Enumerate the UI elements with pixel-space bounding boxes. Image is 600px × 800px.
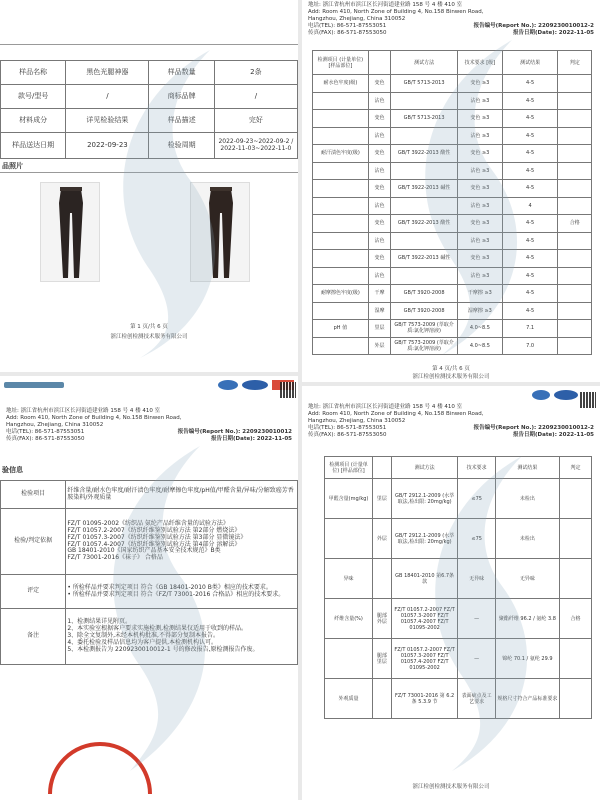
cell-req: —	[458, 639, 495, 679]
cell-method: FZ/T 01057.2-2007 FZ/T 01057.3-2007 FZ/T 01057.4-2007 FZ/T 01095-2002	[391, 599, 458, 639]
cell-req: 表面疵点及工艺要求	[458, 679, 495, 719]
col-head: 检测项目 (计量单位) [样品部位]	[313, 51, 369, 75]
cell-method: GB/T 7573-2009 (萃取介质:氯化钾溶液)	[391, 337, 458, 355]
cell: /	[66, 85, 149, 109]
cell-item	[313, 232, 369, 250]
cell-verdict	[559, 519, 591, 559]
fax: 传真(FAX): 86-571-87553050	[6, 435, 85, 442]
cell-res: 4-5	[502, 75, 558, 93]
cell-res: 未检出	[495, 479, 559, 519]
table-row	[313, 215, 592, 233]
cell-item	[313, 337, 369, 355]
cell-verdict	[558, 232, 592, 250]
cell-method: GB/T 5713-2013	[391, 110, 458, 128]
cell-verdict	[558, 180, 592, 198]
table-row	[313, 285, 592, 303]
cell-req: 沾色 ≥3	[458, 267, 503, 285]
cell-sub: 沾色	[368, 162, 390, 180]
cell-sub: 变色	[368, 250, 390, 268]
table-row	[313, 267, 592, 285]
cell-method: GB/T 3920-2008	[391, 302, 458, 320]
result-rows	[313, 75, 592, 355]
cell-method	[391, 232, 458, 250]
cell-verdict	[559, 679, 591, 719]
col-head: 检测项目 (计量单位) [样品部位]	[325, 457, 373, 479]
cell: • 所检样品并要求判定项目 符合《GB 18401-2010 B类》相应的技术要求。 • 所检样品并要求判定项目 符合《FZ/T 73001-2016 合格品》相应的技术要求。	[66, 575, 298, 609]
cell-res: 4-5	[502, 127, 558, 145]
report-number: 报告编号(Report No.): 2209230010012	[177, 428, 292, 435]
cell-verdict	[559, 559, 591, 599]
cell-req: 变色 ≥3	[458, 110, 503, 128]
cell-method	[391, 197, 458, 215]
cell-method	[391, 92, 458, 110]
cell-item: 甲醛含量(mg/kg)	[325, 479, 373, 519]
cell-item	[313, 180, 369, 198]
cell-method: GB/T 2912.1-2009 (水萃取法,检出限: 20mg/kg)	[391, 479, 458, 519]
cell-verdict	[559, 639, 591, 679]
table-row	[313, 162, 592, 180]
cell: 纤维含量/耐水色牢度/耐汗渍色牢度/耐摩擦色牢度/pH值/甲醛含量/异味/分解致癌芳香胺染料/外观质量	[66, 481, 298, 509]
col-head: 测试结果	[495, 457, 559, 479]
cell-method: FZ/T 73001-2016 第 6.2 条 5.3.9 节	[391, 679, 458, 719]
cell-res: 4-5	[502, 180, 558, 198]
cell: 完好	[214, 109, 297, 133]
official-seal	[40, 736, 160, 796]
cell-item: pH 值	[313, 320, 369, 338]
cell: 样品名称	[1, 61, 66, 85]
table-row	[313, 127, 592, 145]
cell-item: 耐水色牢度(级)	[313, 75, 369, 93]
cell: 检验项目	[1, 481, 66, 509]
cell-req: 4.0~8.5	[458, 320, 503, 338]
cell-method: GB/T 5713-2013	[391, 75, 458, 93]
cell-item	[325, 639, 373, 679]
tel: 电话(TEL): 86-571-87553051	[6, 428, 85, 435]
cell-req: 4.0~8.5	[458, 337, 503, 355]
report-page-4	[302, 0, 600, 382]
cell-res: 4-5	[502, 232, 558, 250]
cell: 材料成分	[1, 109, 66, 133]
report-number: 报告编号(Report No.): 2209230010012-2	[473, 424, 594, 431]
cell-sub: 沾色	[368, 232, 390, 250]
address-cn: 地址: 浙江省杭州市滨江区长河街道建业路 158 号 4 楼 410 室	[308, 2, 463, 8]
cell-item	[313, 92, 369, 110]
cnas-mark-icon	[242, 380, 268, 390]
cell-sub: 腿部 里层	[373, 639, 392, 679]
test-results-table	[312, 50, 592, 355]
cell: 2022-09-23~2022-09-2 / 2022-11-03~2022-11-0	[214, 133, 297, 159]
cell-res: 规格尺寸符合产品标准要求	[495, 679, 559, 719]
cell-method: GB/T 2912.1-2009 (水萃取法,检出限: 20mg/kg)	[391, 519, 458, 559]
cell-req: 变色 ≥3	[458, 75, 503, 93]
cell-res: 无异味	[495, 559, 559, 599]
cell: 检验周期	[149, 133, 214, 159]
cell-sub: 变色	[368, 180, 390, 198]
cell-verdict	[558, 197, 592, 215]
cell-method: GB/T 3922-2013 碱性	[391, 180, 458, 198]
cell-item	[313, 110, 369, 128]
address-cn: 地址: 浙江省杭州市滨江区长河街道建业路 158 号 4 楼 410 室	[308, 404, 463, 410]
cell-req: —	[458, 599, 495, 639]
cell: 样品送达日期	[1, 133, 66, 159]
cell-sub: 沾色	[368, 197, 390, 215]
report-page-1	[0, 0, 298, 372]
cell-method: GB/T 3922-2013 碱性	[391, 250, 458, 268]
cell-sub: 沾色	[368, 267, 390, 285]
lab-address-header	[302, 0, 600, 38]
cell-verdict	[558, 75, 592, 93]
address-en-2: Hangzhou, Zhejiang, China 310052	[6, 421, 104, 428]
table-row	[313, 75, 592, 93]
page-number: 第 1 页/共 6 页	[130, 324, 168, 330]
address-en-2: Hangzhou, Zhejiang, China 310052	[308, 15, 406, 22]
report-date: 报告日期(Date): 2022-11-05	[513, 431, 594, 438]
cell-req: 变色 ≥3	[458, 180, 503, 198]
cell-res: 7.0	[502, 337, 558, 355]
cell-item	[313, 197, 369, 215]
cell-req: 干摩擦 ≥3	[458, 285, 503, 303]
col-head: 判定	[559, 457, 591, 479]
cell-res: 4-5	[502, 215, 558, 233]
cell-verdict: 合格	[559, 599, 591, 639]
cell-item	[313, 215, 369, 233]
cell-res: 聚酯纤维 96.2 / 氨纶 3.8	[495, 599, 559, 639]
inspection-info-table	[0, 480, 298, 665]
cell-sub: 变色	[368, 145, 390, 163]
cell-sub: 沾色	[368, 127, 390, 145]
table-row	[313, 320, 592, 338]
cell-sub: 腿部 外层	[373, 599, 392, 639]
cell: 评定	[1, 575, 66, 609]
cell-req: 沾色 ≥3	[458, 232, 503, 250]
table-row	[313, 302, 592, 320]
col-head: 测试结果	[502, 51, 558, 75]
fax: 传真(FAX): 86-571-87553050	[308, 29, 387, 36]
footer-org: 浙江检创检测技术服务有限公司	[412, 374, 490, 380]
col-head: 判定	[558, 51, 592, 75]
fax: 传真(FAX): 86-571-87553050	[308, 431, 387, 438]
cell-method: FZ/T 01057.2-2007 FZ/T 01057.3-2007 FZ/T 01057.4-2007 FZ/T 01095-2002	[391, 639, 458, 679]
cell-res: 4-5	[502, 302, 558, 320]
cell-verdict	[558, 92, 592, 110]
cell-sub: 变色	[368, 110, 390, 128]
page-number: 第 4 页/共 6 页	[432, 366, 470, 372]
cell: 2022-09-23	[66, 133, 149, 159]
cell-method: GB 18401-2010 第6.7条款	[391, 559, 458, 599]
col-head: 测试方法	[391, 457, 458, 479]
cell-item	[313, 162, 369, 180]
cell-verdict	[558, 250, 592, 268]
ilac-mark-icon	[532, 390, 550, 400]
cell-res: 锦纶 70.1 / 氨纶 29.9	[495, 639, 559, 679]
cell-req: 沾色 ≥3	[458, 162, 503, 180]
cell-verdict: 合格	[558, 215, 592, 233]
cell-method	[391, 267, 458, 285]
cell: 1、检测结果详见附页。 2、本实验室根据客户要求实施检测,检测结果仅适用于收到的样品。 3、除全文复制外,未经本机构批准,不得部分复制本报告。 4、委托检验及样品信息均为客户提供,本检测机构认可。 5、本检测报告为 2209230010012-1 号的修改报告,原检测报告作废。	[66, 609, 298, 665]
cell-res: 4-5	[502, 285, 558, 303]
table-row	[325, 599, 592, 639]
cell-item	[325, 519, 373, 559]
cell-req: 沾色 ≥3	[458, 92, 503, 110]
cell: /	[214, 85, 297, 109]
cell-sub: 湿摩	[368, 302, 390, 320]
cell: 样品描述	[149, 109, 214, 133]
cell-item: 外观质量	[325, 679, 373, 719]
cell-req: ≤75	[458, 519, 495, 559]
lab-address-header	[0, 406, 298, 444]
report-page-2	[302, 386, 600, 800]
cell-item: 耐摩擦色牢度(级)	[313, 285, 369, 303]
cell-req: 变色 ≥3	[458, 145, 503, 163]
lab-logo	[4, 382, 64, 388]
result-rows	[325, 479, 592, 719]
cell-verdict	[558, 320, 592, 338]
report-number: 报告编号(Report No.): 2209230010012-2	[473, 22, 594, 29]
address-en-2: Hangzhou, Zhejiang, China 310052	[308, 417, 406, 424]
cell-sub: 变色	[368, 215, 390, 233]
col-head	[368, 51, 390, 75]
table-row	[325, 559, 592, 599]
tel: 电话(TEL): 86-571-87553051	[308, 424, 387, 431]
cell-method: GB/T 3922-2013 酸性	[391, 145, 458, 163]
cell-item	[313, 267, 369, 285]
cell-verdict	[558, 110, 592, 128]
cell-res: 7.1	[502, 320, 558, 338]
cell: 商标品牌	[149, 85, 214, 109]
cell-req: 变色 ≥3	[458, 215, 503, 233]
cell: 款号/型号	[1, 85, 66, 109]
product-photo	[40, 182, 100, 282]
cell-req: 无异味	[458, 559, 495, 599]
cell-verdict	[558, 162, 592, 180]
cnas-mark-icon	[554, 390, 578, 400]
cell-item: 异味	[325, 559, 373, 599]
cell-verdict	[558, 127, 592, 145]
tel: 电话(TEL): 86-571-87553051	[308, 22, 387, 29]
footer-org: 浙江检创检测技术服务有限公司	[110, 334, 188, 340]
cell: 黑色光腿神器	[66, 61, 149, 85]
cell-req: 沾色 ≥3	[458, 197, 503, 215]
footer-org: 浙江检创检测技术服务有限公司	[412, 784, 490, 790]
report-date: 报告日期(Date): 2022-11-05	[513, 29, 594, 36]
sample-info-table	[0, 60, 298, 159]
cell: FZ/T 01095-2002《纺织品 氨纶产品纤维含量的试验方法》 FZ/T 01057.2-2007《纺织纤维鉴别试验方法 第2部分 燃烧法》 FZ/T 01057.3-2007《纺织纤维鉴别试验方法 第3部分 显微镜法》 FZ/T 01057.4-2007《纺织纤维鉴别试验方法 第4部分 溶解法》 GB 18401-2010《国家纺织产品基本安全技术规范》B类 FZ/T 73001-2016《袜子》 合格品	[66, 509, 298, 575]
qr-code-icon	[280, 382, 296, 398]
cell-res: 4-5	[502, 267, 558, 285]
tights-image	[191, 183, 251, 283]
table-row	[313, 110, 592, 128]
col-head: 技术要求 [级]	[458, 51, 503, 75]
divider	[0, 44, 298, 45]
cell: 检验/判定依据	[1, 509, 66, 575]
cell-item	[313, 302, 369, 320]
address-cn: 地址: 浙江省杭州市滨江区长河街道建业路 158 号 4 楼 410 室	[6, 408, 161, 414]
cell-sub: 沾色	[368, 92, 390, 110]
tights-image	[41, 183, 101, 283]
col-head: 测试方法	[391, 51, 458, 75]
cell-method: GB/T 3922-2013 酸性	[391, 215, 458, 233]
cell-method: GB/T 7573-2009 (萃取介质:氯化钾溶液)	[391, 320, 458, 338]
product-photo	[190, 182, 250, 282]
table-row	[313, 232, 592, 250]
cell-req: 湿摩擦 ≥3	[458, 302, 503, 320]
table-row	[313, 180, 592, 198]
cell-method	[391, 127, 458, 145]
cell-res: 4-5	[502, 92, 558, 110]
cell-sub: 外层	[373, 519, 392, 559]
cell-sub: 外层	[368, 337, 390, 355]
cell-res: 4	[502, 197, 558, 215]
cell-res: 4-5	[502, 250, 558, 268]
table-row	[313, 92, 592, 110]
section-title: 验信息	[2, 466, 23, 474]
address-en: Add: Room 410, North Zone of Building 4, No.158 Binwen Road,	[6, 414, 182, 421]
cell-req: ≤75	[458, 479, 495, 519]
cell-verdict	[558, 267, 592, 285]
cell-item: 耐汗渍色牢度(级)	[313, 145, 369, 163]
report-date: 报告日期(Date): 2022-11-05	[211, 435, 292, 442]
table-row	[313, 250, 592, 268]
cell-sub: 里层	[368, 320, 390, 338]
cell-verdict	[558, 337, 592, 355]
cell: 详见检验结果	[66, 109, 149, 133]
cell-res: 4-5	[502, 145, 558, 163]
logo-bar	[306, 390, 600, 402]
cell-method: GB/T 3920-2008	[391, 285, 458, 303]
test-results-table	[324, 456, 592, 719]
lab-address-header	[302, 402, 600, 440]
col-head: 技术要求	[458, 457, 495, 479]
table-row	[325, 679, 592, 719]
cell-sub: 变色	[368, 75, 390, 93]
address-en: Add: Room 410, North Zone of Building 4, No.158 Binwen Road,	[308, 8, 484, 15]
table-row	[313, 197, 592, 215]
photo-section-label: 品照片	[2, 162, 23, 170]
divider	[0, 172, 298, 173]
cell-item: 纤维含量(%)	[325, 599, 373, 639]
cell-verdict	[558, 285, 592, 303]
address-en: Add: Room 410, North Zone of Building 4, No.158 Binwen Road,	[308, 410, 484, 417]
cell-item	[313, 250, 369, 268]
cell-verdict	[558, 302, 592, 320]
cell-sub	[373, 679, 392, 719]
cell-item	[313, 127, 369, 145]
cell: 样品数量	[149, 61, 214, 85]
col-head	[373, 457, 392, 479]
cell-method	[391, 162, 458, 180]
table-row	[325, 519, 592, 559]
cell-sub: 干摩	[368, 285, 390, 303]
cell-req: 沾色 ≥3	[458, 127, 503, 145]
table-row	[325, 479, 592, 519]
cell-sub: 里层	[373, 479, 392, 519]
cell-sub	[373, 559, 392, 599]
table-row	[313, 337, 592, 355]
cell-res: 未检出	[495, 519, 559, 559]
cell: 2条	[214, 61, 297, 85]
logo-bar	[0, 378, 298, 392]
cell-verdict	[559, 479, 591, 519]
cell-req: 变色 ≥3	[458, 250, 503, 268]
ilac-mark-icon	[218, 380, 238, 390]
report-page-main	[0, 376, 298, 800]
cell-res: 4-5	[502, 162, 558, 180]
cell-verdict	[558, 145, 592, 163]
cell-res: 4-5	[502, 110, 558, 128]
table-row	[325, 639, 592, 679]
cell: 备注	[1, 609, 66, 665]
table-row	[313, 145, 592, 163]
